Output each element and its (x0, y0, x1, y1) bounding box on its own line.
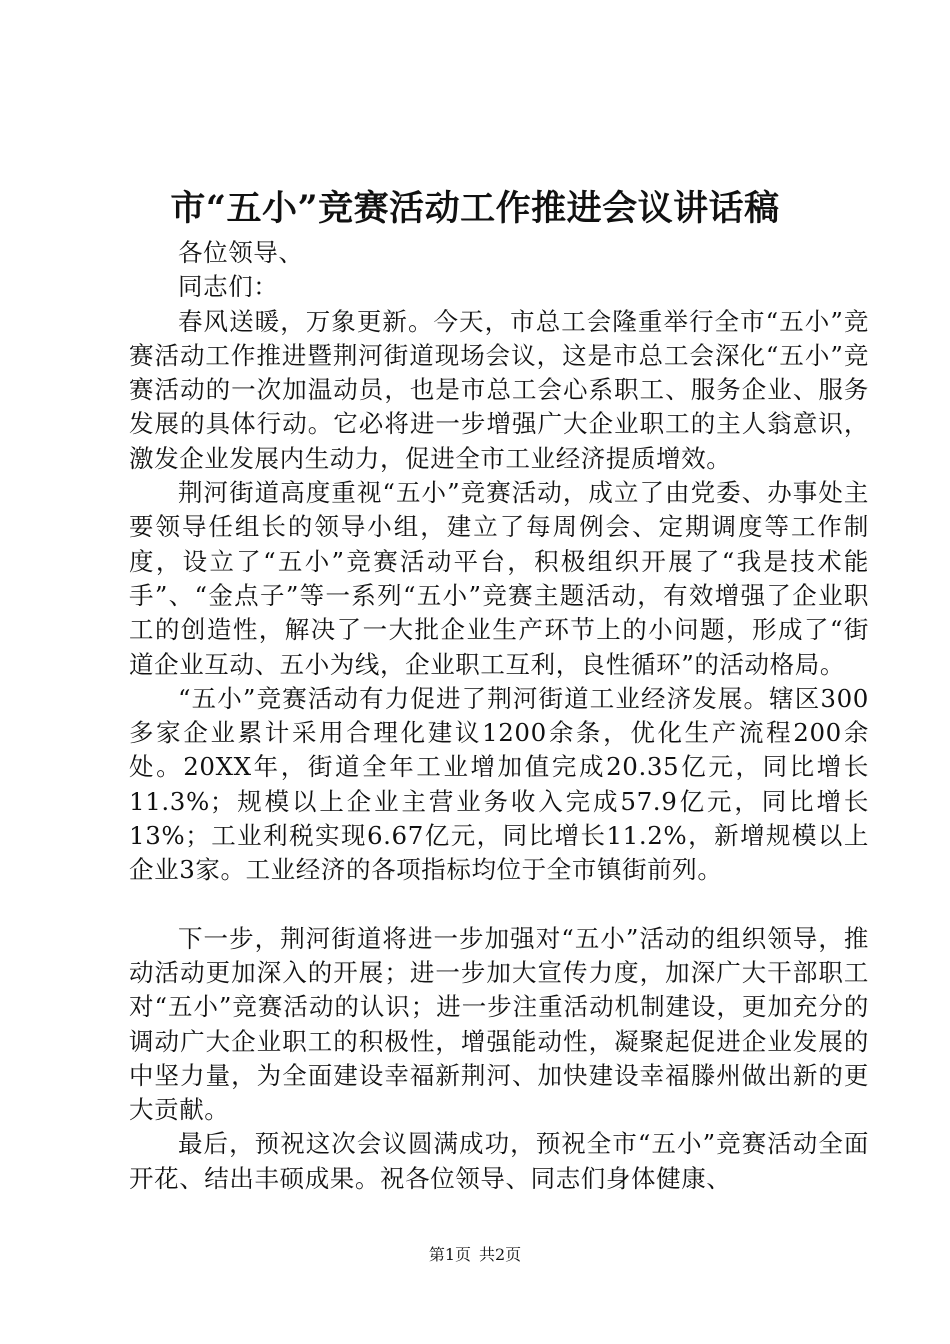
paragraph-closing: 最后，预祝这次会议圆满成功，预祝全市“五小”竞赛活动全面开花、结出丰硕成果。祝各位领导、同志们身体健康、 (129, 1129, 869, 1193)
paragraph-next-steps: 下一步，荆河街道将进一步加强对“五小”活动的组织领导，推动活动更加深入的开展；进一步加大宣传力度，加深广大干部职工对“五小”竞赛活动的认识；进一步注重活动机制建设，更加充分的调动广大企业职工的积极性，增强能动性，凝聚起促进企业发展的中坚力量，为全面建设幸福新荆河、加快建设幸福滕州做出新的更大贡献。 (129, 923, 869, 1125)
paragraph-activities: 荆河街道高度重视“五小”竞赛活动，成立了由党委、办事处主要领导任组长的领导小组，建立了每周例会、定期调度等工作制度，设立了“五小”竞赛活动平台，积极组织开展了“我是技术能手”、“金点子”等一系列“五小”竞赛主题活动，有效增强了企业职工的创造性，解决了一大批企业生产环节上的小问题，形成了“街道企业互动、五小为线，企业职工互利，良性循环”的活动格局。 (129, 478, 869, 679)
page-total: 共2页 (479, 1245, 522, 1264)
page-number: 第1页 (428, 1245, 471, 1264)
page-footer (0, 1244, 950, 1266)
document-body (129, 236, 869, 1196)
salutation-line-1: 各位领导、 (178, 238, 304, 267)
salutation-line-2: 同志们： (178, 272, 279, 302)
paragraph-opening: 春风送暖，万象更新。今天，市总工会隆重举行全市“五小”竞赛活动工作推进暨荆河街道现场会议，这是市总工会深化“五小”竞赛活动的一次加温动员，也是市总工会心系职工、服务企业、服务发展的具体行动。它必将进一步增强广大企业职工的主人翁意识，激发企业发展内生动力，促进全市工业经济提质增效。 (129, 306, 869, 473)
document-title: 市“五小”竞赛活动工作推进会议讲话稿 (170, 188, 780, 229)
paragraph-results: “五小”竞赛活动有力促进了荆河街道工业经济发展。辖区300多家企业累计采用合理化建议1200余条，优化生产流程200余处。20XX年，街道全年工业增加值完成20.35亿元，同比增长11.3%；规模以上企业主营业务收入完成57.9亿元，同比增长13%；工业利税实现6.67亿元，同比增长11.2%，新增规模以上企业3家。工业经济的各项指标均位于全市镇街前列。 (129, 683, 869, 885)
